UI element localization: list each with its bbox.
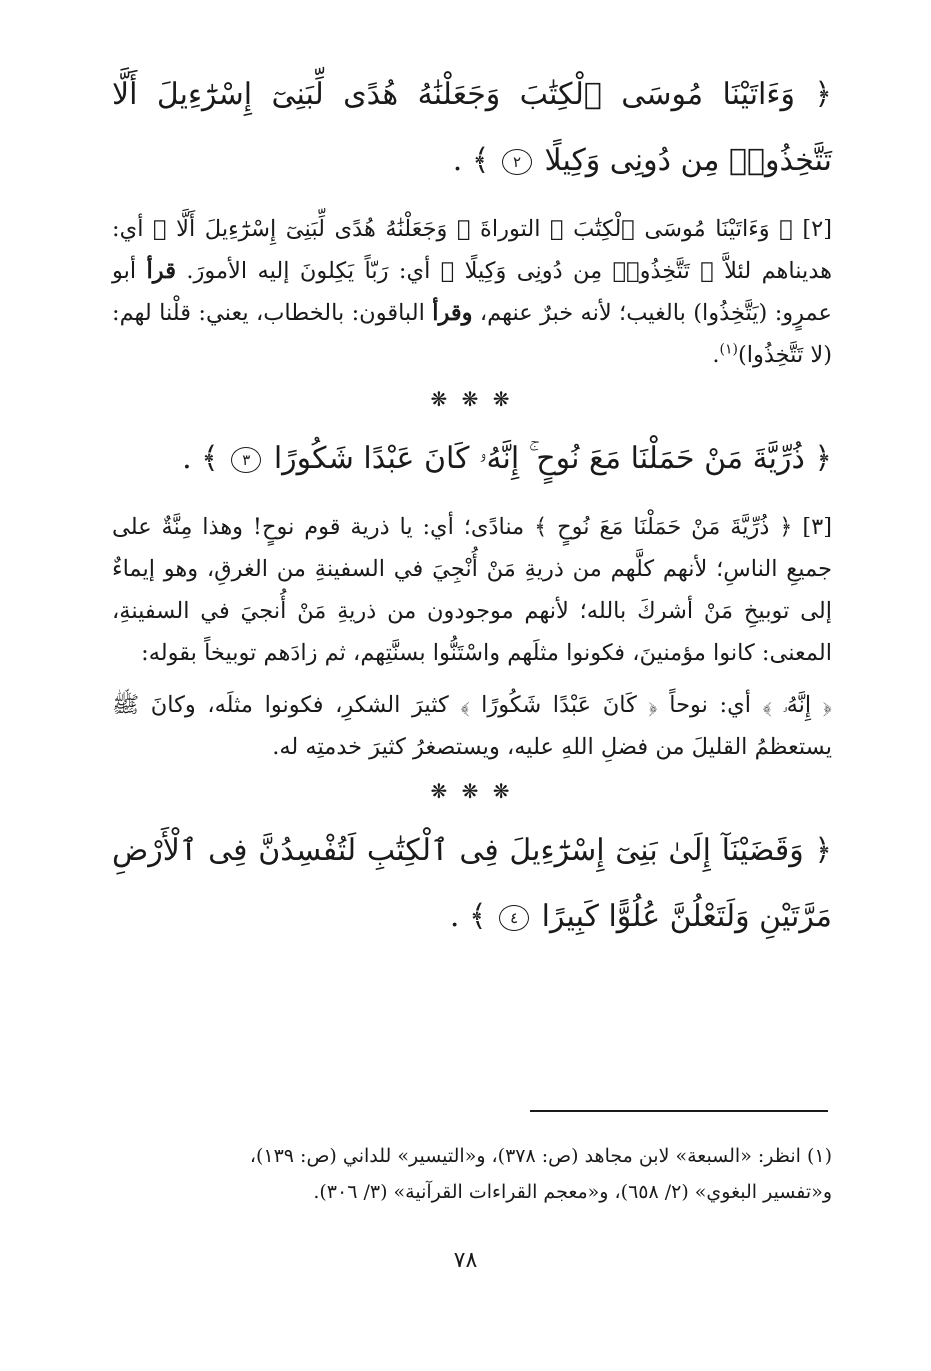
verse-text: وَقَضَيْنَآ إِلَىٰ بَنِىٓ إِسْرَٰٓءِيلَ فِى ٱلْكِتَٰبِ لَتُفْسِدُنَّ فِى ٱلْأَرْضِ مَرَّتَيْنِ وَلَتَعْلُنَّ عُلُوًّا كَبِيرًا: [112, 833, 832, 934]
qara-label: وقرأ: [432, 300, 473, 326]
quran-verse-3: [112, 426, 832, 492]
commentary-text: .: [712, 342, 720, 368]
commentary-text: أبو عمرٍو: (يَتَّخِذُوا) بالغيب؛ لأنه خبرٌ عنهم،: [112, 258, 832, 326]
verse-text: ذُرِّيَّةَ مَنْ حَمَلْنَا مَعَ نُوحٍ ۚ إِنَّهُۥ كَانَ عَبْدًا شَكُورًا: [273, 441, 805, 476]
page-number: ٧٨: [453, 1248, 478, 1273]
ayah-number-marker: ٣: [231, 447, 261, 473]
commentary-lead: [٢] ﴿ وَءَاتَيْنَا مُوسَى ٱلْكِتَٰبَ ﴾ التوراةَ ﴿ وَجَعَلْنَٰهُ هُدًى لِّبَنِىٓ إِسْرَٰٓءِيلَ أَلَّا ﴾ أي: هديناهم لئلاَّ ﴿ تَتَّخِذُوا۟ مِن دُونِى وَكِيلًا ﴾ أي: رَبّاً يَكِلونَ إليه الأمورَ.: [112, 216, 832, 284]
verse-open-bracket: ﴿: [814, 77, 832, 112]
section-separator: ❋ ❋ ❋: [430, 779, 514, 803]
commentary-paragraph-3b: ﴿ إِنَّهُۥ ﴾ أي: نوحاً ﴿ كَانَ عَبْدًا شَكُورًا ﴾ كثيرَ الشكرِ، فكونوا مثلَه، وكانَ ﷺ يستعظمُ القليلَ من فضلِ اللهِ عليه، ويستصغرُ كثيرَ خدمتِه له.: [112, 692, 832, 760]
verse-close-bracket: ﴾ .: [452, 143, 490, 178]
commentary-paragraph-2: [112, 208, 832, 376]
footnote-line: و«تفسير البغوي» (٢/ ٦٥٨)، و«معجم القراءات القرآنية» (٣/ ٣٠٦).: [313, 1181, 832, 1203]
verse-close-bracket: ﴾ .: [182, 441, 219, 476]
section-separator: ❋ ❋ ❋: [430, 387, 514, 411]
ayah-number-marker: ٤: [499, 905, 529, 931]
footnote-divider: [530, 1110, 828, 1112]
page-body: [112, 62, 832, 964]
quran-verse-2: [112, 62, 832, 194]
commentary-paragraph-3: [٣] ﴿ ذُرِّيَّةَ مَنْ حَمَلْنَا مَعَ نُوحٍ ﴾ منادًى؛ أي: يا ذرية قوم نوحٍ! وهذا مِنَّةٌ على جميعِ الناسِ؛ لأنهم كلَّهم من ذريةِ مَنْ أُنْجِيَ في السفينةِ من الغرقِ، وهو إيماءٌ إلى توبيخِ مَنْ أشركَ بالله؛ لأنهم موجودون من ذريةِ مَنْ أُنجيَ في السفينةِ، المعنى: كانوا مؤمنينَ، فكونوا مثلَهم واسْتَنُّوا بسنَّتِهم، ثم زادَهم توبيخاً بقوله:: [112, 514, 832, 666]
verse-text: وَءَاتَيْنَا مُوسَى ٱلْكِتَٰبَ وَجَعَلْنَٰهُ هُدًى لِّبَنِىٓ إِسْرَٰٓءِيلَ أَلَّا تَتَّخِذُوا۟ مِن دُونِى وَكِيلًا: [112, 77, 832, 178]
verse-open-bracket: ﴿: [814, 833, 832, 868]
footnotes: [112, 1138, 832, 1210]
verse-close-bracket: ﴾ .: [449, 899, 487, 934]
quran-verse-4: [112, 818, 832, 950]
verse-open-bracket: ﴿: [814, 441, 832, 476]
commentary-text: الباقون: بالخطاب، يعني: قلْنا لهم: (لا تَتَّخِذُوا): [112, 300, 832, 368]
footnote-marker[interactable]: (١): [719, 341, 738, 358]
ayah-number-marker: ٢: [502, 149, 532, 175]
qara-label: قرأ: [146, 258, 176, 284]
footnote-line: (١) انظر: «السبعة» لابن مجاهد (ص: ٣٧٨)، و«التيسير» للداني (ص: ١٣٩)،: [249, 1145, 832, 1167]
